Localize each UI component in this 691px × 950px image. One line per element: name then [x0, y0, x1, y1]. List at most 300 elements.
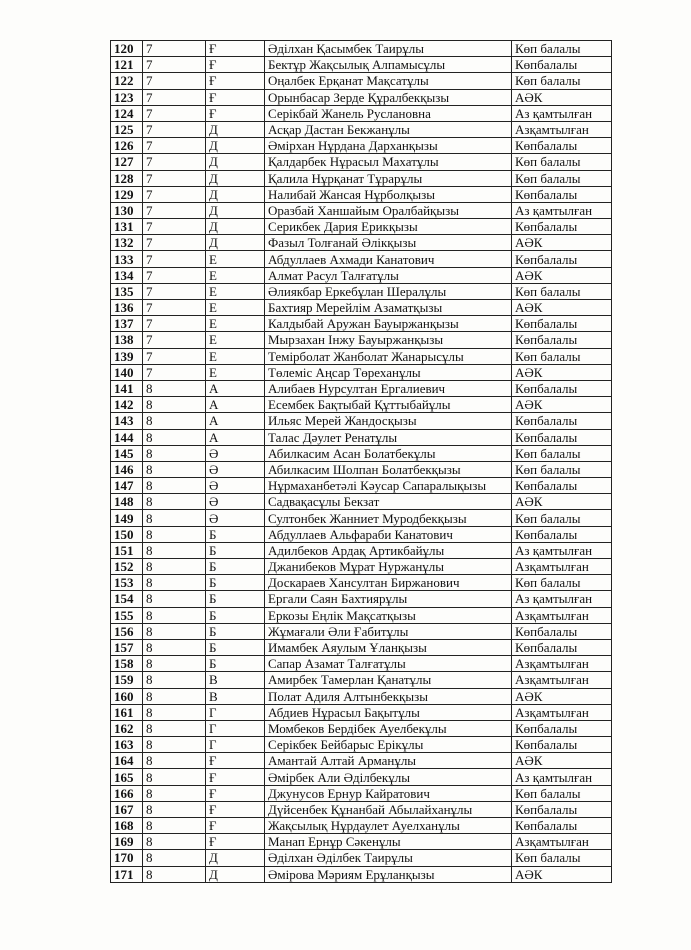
student-name-cell: Талас Дәулет Ренатұлы [265, 429, 512, 445]
row-number: 169 [111, 834, 143, 850]
table-row [111, 639, 612, 655]
status-cell: Көпбалалы [512, 801, 612, 817]
table-row [111, 704, 612, 720]
class-letter-cell: Б [206, 607, 265, 623]
status-cell: Көп балалы [512, 154, 612, 170]
table-row [111, 866, 612, 882]
student-name-cell: Жұмағали Әли Ғабитұлы [265, 623, 512, 639]
row-number: 140 [111, 364, 143, 380]
grade-cell: 8 [143, 737, 206, 753]
grade-cell: 8 [143, 834, 206, 850]
student-name-cell: Амирбек Тамерлан Қанатұлы [265, 672, 512, 688]
table-row [111, 300, 612, 316]
status-cell: Көпбалалы [512, 429, 612, 445]
class-letter-cell: Д [206, 219, 265, 235]
class-letter-cell: Д [206, 866, 265, 882]
student-name-cell: Имамбек Аяулым Ұланқызы [265, 639, 512, 655]
class-letter-cell: Ғ [206, 753, 265, 769]
student-name-cell: Мырзахан Інжу Бауыржанқызы [265, 332, 512, 348]
class-letter-cell: Е [206, 332, 265, 348]
grade-cell: 8 [143, 850, 206, 866]
status-cell: Көпбалалы [512, 251, 612, 267]
status-cell: Аз қамтылған [512, 769, 612, 785]
table-row [111, 138, 612, 154]
table-row [111, 526, 612, 542]
status-cell: Көпбалалы [512, 316, 612, 332]
table-row [111, 769, 612, 785]
row-number: 150 [111, 526, 143, 542]
table-row [111, 656, 612, 672]
table-row [111, 57, 612, 73]
row-number: 146 [111, 461, 143, 477]
row-number: 134 [111, 267, 143, 283]
row-number: 164 [111, 753, 143, 769]
class-letter-cell: Д [206, 850, 265, 866]
row-number: 139 [111, 348, 143, 364]
status-cell: Аз қамтылған [512, 542, 612, 558]
row-number: 138 [111, 332, 143, 348]
status-cell: Көп балалы [512, 170, 612, 186]
class-letter-cell: Ғ [206, 105, 265, 121]
student-name-cell: Калдыбай Аружан Бауыржанқызы [265, 316, 512, 332]
table-row [111, 559, 612, 575]
status-cell: Көп балалы [512, 785, 612, 801]
status-cell: Көпбалалы [512, 720, 612, 736]
row-number: 155 [111, 607, 143, 623]
grade-cell: 7 [143, 267, 206, 283]
table-row [111, 41, 612, 57]
table-row [111, 753, 612, 769]
student-name-cell: Әмірбек Али Әділбекұлы [265, 769, 512, 785]
table-row [111, 623, 612, 639]
grade-cell: 8 [143, 704, 206, 720]
table-row [111, 737, 612, 753]
grade-cell: 7 [143, 235, 206, 251]
table-row [111, 364, 612, 380]
grade-cell: 8 [143, 688, 206, 704]
grade-cell: 7 [143, 121, 206, 137]
class-letter-cell: Ғ [206, 89, 265, 105]
row-number: 127 [111, 154, 143, 170]
student-name-cell: Полат Адиля Алтынбекқызы [265, 688, 512, 704]
row-number: 122 [111, 73, 143, 89]
class-letter-cell: Д [206, 186, 265, 202]
status-cell: Көпбалалы [512, 818, 612, 834]
table-row [111, 818, 612, 834]
student-name-cell: Абдуллаев Ахмади Канатович [265, 251, 512, 267]
student-name-cell: Садвақасұлы Бекзат [265, 494, 512, 510]
class-letter-cell: В [206, 672, 265, 688]
status-cell: Көпбалалы [512, 639, 612, 655]
student-name-cell: Нұрмаханбетәлі Кәусар Сапаралықызы [265, 478, 512, 494]
status-cell: АӘК [512, 397, 612, 413]
status-cell: Көпбалалы [512, 57, 612, 73]
student-name-cell: Дүйсенбек Құнанбай Абылайханұлы [265, 801, 512, 817]
student-name-cell: Абилкасим Асан Болатбекұлы [265, 445, 512, 461]
grade-cell: 8 [143, 672, 206, 688]
status-cell: АӘК [512, 89, 612, 105]
student-name-cell: Әмірхан Нұрдана Дарханқызы [265, 138, 512, 154]
row-number: 137 [111, 316, 143, 332]
student-name-cell: Абдиев Нұрасыл Бақытұлы [265, 704, 512, 720]
class-letter-cell: Ә [206, 445, 265, 461]
student-name-cell: Әділхан Әділбек Таирұлы [265, 850, 512, 866]
class-letter-cell: Б [206, 559, 265, 575]
student-name-cell: Орынбасар Зерде Құралбекқызы [265, 89, 512, 105]
student-name-cell: Әлиякбар Еркебұлан Шералұлы [265, 283, 512, 299]
grade-cell: 7 [143, 219, 206, 235]
row-number: 144 [111, 429, 143, 445]
class-letter-cell: Ғ [206, 785, 265, 801]
grade-cell: 7 [143, 41, 206, 57]
table-row [111, 834, 612, 850]
grade-cell: 7 [143, 202, 206, 218]
row-number: 141 [111, 380, 143, 396]
table-row [111, 413, 612, 429]
row-number: 129 [111, 186, 143, 202]
class-letter-cell: А [206, 429, 265, 445]
student-name-cell: Асқар Дастан Бекжанұлы [265, 121, 512, 137]
class-letter-cell: Б [206, 623, 265, 639]
table-row [111, 429, 612, 445]
row-number: 160 [111, 688, 143, 704]
row-number: 121 [111, 57, 143, 73]
table-row [111, 510, 612, 526]
status-cell: Азқамтылған [512, 704, 612, 720]
student-name-cell: Алибаев Нурсултан Ергалиевич [265, 380, 512, 396]
student-name-cell: Джанибеков Мұрат Нуржанұлы [265, 559, 512, 575]
student-name-cell: Амантай Алтай Арманұлы [265, 753, 512, 769]
table-row [111, 801, 612, 817]
grade-cell: 7 [143, 251, 206, 267]
status-cell: АӘК [512, 300, 612, 316]
class-letter-cell: Б [206, 639, 265, 655]
status-cell: Азқамтылған [512, 559, 612, 575]
student-table [110, 40, 612, 883]
table-row [111, 332, 612, 348]
student-name-cell: Әмірова Мәриям Ерұланқызы [265, 866, 512, 882]
class-letter-cell: В [206, 688, 265, 704]
student-name-cell: Налибай Жансая Нұрболқызы [265, 186, 512, 202]
class-letter-cell: Д [206, 235, 265, 251]
class-letter-cell: Б [206, 656, 265, 672]
table-row [111, 575, 612, 591]
status-cell: Көпбалалы [512, 219, 612, 235]
class-letter-cell: Е [206, 267, 265, 283]
grade-cell: 8 [143, 575, 206, 591]
table-row [111, 235, 612, 251]
student-name-cell: Қалила Нұрқанат Тұрарұлы [265, 170, 512, 186]
class-letter-cell: Ғ [206, 801, 265, 817]
row-number: 133 [111, 251, 143, 267]
class-letter-cell: Ғ [206, 57, 265, 73]
grade-cell: 8 [143, 542, 206, 558]
table-row [111, 380, 612, 396]
class-letter-cell: Б [206, 526, 265, 542]
class-letter-cell: Г [206, 704, 265, 720]
table-row [111, 607, 612, 623]
status-cell: АӘК [512, 235, 612, 251]
student-name-cell: Оразбай Ханшайым Оралбайқызы [265, 202, 512, 218]
student-name-cell: Еркозы Еңлік Мақсатқызы [265, 607, 512, 623]
grade-cell: 7 [143, 186, 206, 202]
grade-cell: 8 [143, 445, 206, 461]
status-cell: Аз қамтылған [512, 105, 612, 121]
row-number: 149 [111, 510, 143, 526]
grade-cell: 7 [143, 89, 206, 105]
table-row [111, 186, 612, 202]
class-letter-cell: Ә [206, 510, 265, 526]
grade-cell: 8 [143, 720, 206, 736]
table-body [111, 41, 612, 883]
row-number: 131 [111, 219, 143, 235]
table-row [111, 89, 612, 105]
row-number: 171 [111, 866, 143, 882]
class-letter-cell: Д [206, 138, 265, 154]
grade-cell: 7 [143, 283, 206, 299]
status-cell: АӘК [512, 267, 612, 283]
student-name-cell: Қалдарбек Нұрасыл Махатұлы [265, 154, 512, 170]
row-number: 130 [111, 202, 143, 218]
class-letter-cell: Ғ [206, 41, 265, 57]
class-letter-cell: Г [206, 737, 265, 753]
grade-cell: 7 [143, 300, 206, 316]
table-row [111, 397, 612, 413]
grade-cell: 8 [143, 639, 206, 655]
status-cell: Азқамтылған [512, 834, 612, 850]
grade-cell: 7 [143, 57, 206, 73]
table-row [111, 219, 612, 235]
grade-cell: 7 [143, 364, 206, 380]
status-cell: Көпбалалы [512, 413, 612, 429]
row-number: 152 [111, 559, 143, 575]
grade-cell: 8 [143, 397, 206, 413]
grade-cell: 7 [143, 154, 206, 170]
student-name-cell: Ильяс Мерей Жандосқызы [265, 413, 512, 429]
status-cell: Көпбалалы [512, 380, 612, 396]
table-row [111, 461, 612, 477]
row-number: 163 [111, 737, 143, 753]
class-letter-cell: Е [206, 316, 265, 332]
status-cell: Көпбалалы [512, 478, 612, 494]
student-name-cell: Адилбеков Ардақ Артикбайұлы [265, 542, 512, 558]
grade-cell: 8 [143, 494, 206, 510]
row-number: 153 [111, 575, 143, 591]
class-letter-cell: А [206, 413, 265, 429]
status-cell: Көп балалы [512, 461, 612, 477]
student-name-cell: Момбеков Бердібек Ауелбекұлы [265, 720, 512, 736]
status-cell: Көп балалы [512, 348, 612, 364]
status-cell: Азқамтылған [512, 656, 612, 672]
student-name-cell: Султонбек Жанниет Муродбекқызы [265, 510, 512, 526]
grade-cell: 8 [143, 607, 206, 623]
class-letter-cell: Ғ [206, 834, 265, 850]
class-letter-cell: Ә [206, 494, 265, 510]
grade-cell: 8 [143, 753, 206, 769]
row-number: 165 [111, 769, 143, 785]
student-name-cell: Серікбек Бейбарыс Ерікұлы [265, 737, 512, 753]
grade-cell: 8 [143, 526, 206, 542]
status-cell: АӘК [512, 364, 612, 380]
grade-cell: 8 [143, 461, 206, 477]
grade-cell: 8 [143, 478, 206, 494]
row-number: 161 [111, 704, 143, 720]
row-number: 143 [111, 413, 143, 429]
table-row [111, 105, 612, 121]
class-letter-cell: Ә [206, 478, 265, 494]
table-row [111, 785, 612, 801]
status-cell: Көпбалалы [512, 186, 612, 202]
row-number: 157 [111, 639, 143, 655]
grade-cell: 8 [143, 380, 206, 396]
grade-cell: 7 [143, 138, 206, 154]
grade-cell: 7 [143, 170, 206, 186]
table-row [111, 267, 612, 283]
status-cell: Көпбалалы [512, 623, 612, 639]
table-row [111, 478, 612, 494]
student-name-cell: Бахтияр Мерейлім Азаматқызы [265, 300, 512, 316]
grade-cell: 8 [143, 429, 206, 445]
student-name-cell: Темірболат Жанболат Жанарысұлы [265, 348, 512, 364]
status-cell: Көп балалы [512, 41, 612, 57]
student-name-cell: Серікбай Жанель Руслановна [265, 105, 512, 121]
row-number: 125 [111, 121, 143, 137]
student-name-cell: Алмат Расул Талғатұлы [265, 267, 512, 283]
student-name-cell: Джунусов Ернур Кайратович [265, 785, 512, 801]
grade-cell: 7 [143, 73, 206, 89]
student-name-cell: Жақсылық Нұрдаулет Ауелханұлы [265, 818, 512, 834]
student-name-cell: Есембек Бақтыбай Құттыбайұлы [265, 397, 512, 413]
student-name-cell: Фазыл Толғанай Әлікқызы [265, 235, 512, 251]
class-letter-cell: А [206, 380, 265, 396]
table-row [111, 720, 612, 736]
status-cell: АӘК [512, 753, 612, 769]
row-number: 159 [111, 672, 143, 688]
table-row [111, 170, 612, 186]
status-cell: Көп балалы [512, 510, 612, 526]
status-cell: Көп балалы [512, 850, 612, 866]
class-letter-cell: Е [206, 300, 265, 316]
status-cell: Көп балалы [512, 73, 612, 89]
student-name-cell: Оңалбек Ерқанат Мақсатұлы [265, 73, 512, 89]
table-row [111, 850, 612, 866]
class-letter-cell: Д [206, 202, 265, 218]
row-number: 124 [111, 105, 143, 121]
class-letter-cell: Е [206, 348, 265, 364]
class-letter-cell: Ғ [206, 769, 265, 785]
status-cell: Көпбалалы [512, 138, 612, 154]
class-letter-cell: Е [206, 251, 265, 267]
row-number: 154 [111, 591, 143, 607]
class-letter-cell: Д [206, 154, 265, 170]
grade-cell: 7 [143, 348, 206, 364]
status-cell: АӘК [512, 494, 612, 510]
status-cell: Көпбалалы [512, 737, 612, 753]
class-letter-cell: Д [206, 121, 265, 137]
row-number: 147 [111, 478, 143, 494]
grade-cell: 8 [143, 510, 206, 526]
class-letter-cell: Б [206, 591, 265, 607]
table-row [111, 316, 612, 332]
grade-cell: 8 [143, 785, 206, 801]
status-cell: АӘК [512, 866, 612, 882]
student-name-cell: Әділхан Қасымбек Таирұлы [265, 41, 512, 57]
student-name-cell: Абдуллаев Альфараби Канатович [265, 526, 512, 542]
class-letter-cell: Б [206, 542, 265, 558]
row-number: 158 [111, 656, 143, 672]
status-cell: АӘК [512, 688, 612, 704]
table-row [111, 202, 612, 218]
table-row [111, 688, 612, 704]
status-cell: Аз қамтылған [512, 591, 612, 607]
grade-cell: 7 [143, 316, 206, 332]
status-cell: Азқамтылған [512, 607, 612, 623]
row-number: 123 [111, 89, 143, 105]
table-row [111, 283, 612, 299]
student-name-cell: Манап Ернұр Сәкенұлы [265, 834, 512, 850]
class-letter-cell: Ғ [206, 818, 265, 834]
status-cell: Көпбалалы [512, 526, 612, 542]
grade-cell: 8 [143, 801, 206, 817]
row-number: 166 [111, 785, 143, 801]
grade-cell: 8 [143, 656, 206, 672]
row-number: 168 [111, 818, 143, 834]
row-number: 128 [111, 170, 143, 186]
class-letter-cell: Б [206, 575, 265, 591]
grade-cell: 8 [143, 623, 206, 639]
class-letter-cell: Г [206, 720, 265, 736]
student-name-cell: Серикбек Дария Ерикқызы [265, 219, 512, 235]
student-name-cell: Бектұр Жақсылық Алпамысұлы [265, 57, 512, 73]
row-number: 120 [111, 41, 143, 57]
table-row [111, 542, 612, 558]
status-cell: Аз қамтылған [512, 202, 612, 218]
class-letter-cell: Д [206, 170, 265, 186]
table-row [111, 73, 612, 89]
row-number: 162 [111, 720, 143, 736]
grade-cell: 8 [143, 591, 206, 607]
class-letter-cell: Е [206, 283, 265, 299]
student-name-cell: Төлеміс Аңсар Төреханұлы [265, 364, 512, 380]
table-row [111, 591, 612, 607]
student-name-cell: Абилкасим Шолпан Болатбекқызы [265, 461, 512, 477]
student-name-cell: Доскараев Хансултан Биржанович [265, 575, 512, 591]
row-number: 148 [111, 494, 143, 510]
table-row [111, 154, 612, 170]
row-number: 136 [111, 300, 143, 316]
grade-cell: 8 [143, 818, 206, 834]
status-cell: Көп балалы [512, 283, 612, 299]
student-name-cell: Ергали Саян Бахтиярұлы [265, 591, 512, 607]
row-number: 151 [111, 542, 143, 558]
row-number: 135 [111, 283, 143, 299]
table-row [111, 494, 612, 510]
grade-cell: 8 [143, 559, 206, 575]
class-letter-cell: Ә [206, 461, 265, 477]
row-number: 170 [111, 850, 143, 866]
row-number: 126 [111, 138, 143, 154]
grade-cell: 7 [143, 105, 206, 121]
table-row [111, 672, 612, 688]
grade-cell: 8 [143, 769, 206, 785]
status-cell: Көпбалалы [512, 332, 612, 348]
row-number: 156 [111, 623, 143, 639]
row-number: 142 [111, 397, 143, 413]
status-cell: Көп балалы [512, 445, 612, 461]
student-name-cell: Сапар Азамат Талғатұлы [265, 656, 512, 672]
table-row [111, 445, 612, 461]
class-letter-cell: А [206, 397, 265, 413]
